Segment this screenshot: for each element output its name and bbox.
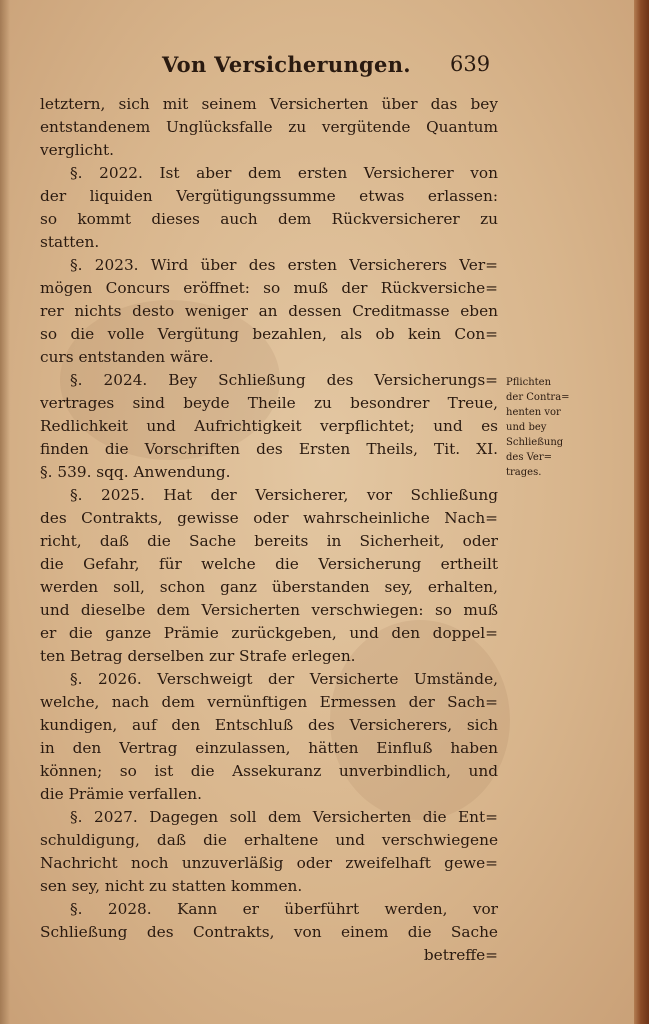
margin-note-line: und bey <box>506 422 547 433</box>
text-line: §. 2025. Hat der Versicherer, vor Schließung <box>70 486 498 504</box>
text-line: §. 2027. Dagegen soll dem Versicherten die Ent= <box>70 808 498 826</box>
text-line: §. 2022. Ist aber dem ersten Versicherer von <box>70 164 498 182</box>
text-line: er die ganze Prämie zurückgeben, und den doppel= <box>40 624 498 642</box>
text-line: §. 2028. Kann er überführt werden, vor <box>70 900 498 918</box>
text-line: §. 2024. Bey Schließung des Versicherungs= <box>70 371 498 389</box>
text-line: rer nichts desto weniger an dessen Creditmasse eben <box>40 302 498 320</box>
text-line: verglicht. <box>40 141 115 159</box>
text-line: schuldigung, daß die erhaltene und verschwiegene <box>40 831 498 849</box>
text-line: Schließung des Contrakts, von einem die Sache <box>40 923 498 941</box>
margin-note <box>506 375 591 480</box>
text-line: so kommt dieses auch dem Rückversicherer zu <box>40 210 498 228</box>
page-gutter-shadow <box>0 0 10 1024</box>
text-line: §. 2023. Wird über des ersten Versicherers Ver= <box>70 256 498 274</box>
text-line: mögen Concurs eröffnet: so muß der Rückversiche= <box>40 279 498 297</box>
text-line: finden die Vorschriften des Ersten Theils, Tit. XI. <box>40 440 498 458</box>
text-line: vertrages sind beyde Theile zu besondrer Treue, <box>40 394 498 412</box>
text-line: sen sey, nicht zu statten kommen. <box>40 877 303 895</box>
margin-note-line: des Ver= <box>506 452 553 463</box>
margin-note-line: Schließung <box>506 437 564 448</box>
running-title: Von Versicherungen. <box>162 52 411 77</box>
text-line: können; so ist die Assekuranz unverbindlich, und <box>40 762 498 780</box>
text-line: welche, nach dem vernünftigen Ermessen der Sach= <box>40 693 498 711</box>
text-line: die Gefahr, für welche die Versicherung ertheilt <box>40 555 498 573</box>
page-number: 639 <box>450 52 491 76</box>
text-line: die Prämie verfallen. <box>40 785 202 803</box>
text-line: in den Vertrag einzulassen, hätten Einfluß haben <box>40 739 498 757</box>
book-edge <box>634 0 649 1024</box>
margin-note-line: Pflichten <box>506 377 552 388</box>
body-text <box>40 93 498 967</box>
text-line: §. 2026. Verschweigt der Versicherte Umstände, <box>70 670 498 688</box>
text-line: curs entstanden wäre. <box>40 348 214 366</box>
text-line: des Contrakts, gewisse oder wahrscheinliche Nach= <box>40 509 498 527</box>
text-line: ten Betrag derselben zur Strafe erlegen. <box>40 647 356 665</box>
text-line: kundigen, auf den Entschluß des Versicherers, sich <box>40 716 498 734</box>
text-line: und dieselbe dem Versicherten verschwiegen: so muß <box>40 601 498 619</box>
text-line: Redlichkeit und Aufrichtigkeit verpflichtet; und es <box>40 417 498 435</box>
margin-note-line: henten vor <box>506 407 561 418</box>
text-line: betreffe= <box>423 946 498 964</box>
text-line: letztern, sich mit seinem Versicherten über das bey <box>40 95 498 113</box>
text-line: statten. <box>40 233 100 251</box>
text-line: §. 539. sqq. Anwendung. <box>40 463 231 481</box>
page-header <box>40 48 600 84</box>
margin-note-line: trages. <box>506 467 542 478</box>
text-line: entstandenem Unglücksfalle zu vergütende Quantum <box>40 118 498 136</box>
text-line: der liquiden Vergütigungssumme etwas erlassen: <box>40 187 498 205</box>
text-line: Nachricht noch unzuverläßig oder zweifelhaft gewe= <box>40 854 498 872</box>
margin-note-line: der Contra= <box>506 392 570 403</box>
text-line: richt, daß die Sache bereits in Sicherheit, oder <box>40 532 498 550</box>
text-line: so die volle Vergütung bezahlen, als ob kein Con= <box>40 325 498 343</box>
text-line: werden soll, schon ganz überstanden sey, erhalten, <box>40 578 498 596</box>
